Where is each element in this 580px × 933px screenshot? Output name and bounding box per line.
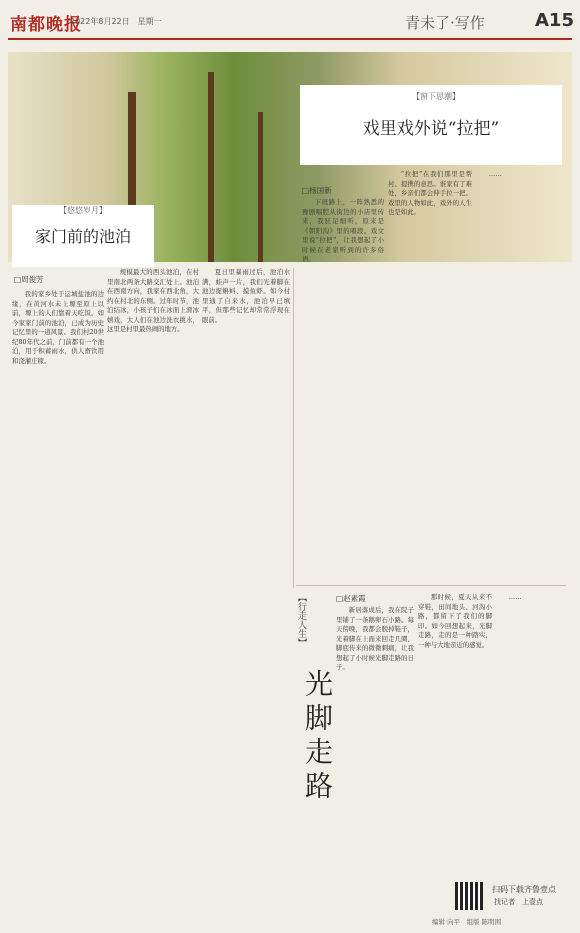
- article1-column-1: 我的家乡处于运城盐池的边缘，在黄河水未上塬至原上以前，塬上的人们靠着天吃饭。如今家家门前的池泊，已成为历史记忆里的一道风景。我们村20世纪80年代之前，门前都有一个池泊，用于积蓄雨水，供人畜饮用和浇灌庄稼。: [12, 290, 104, 365]
- article3-title: 光脚走路: [301, 669, 334, 805]
- article1-kicker: 【悠悠岁月】: [59, 206, 107, 215]
- divider: [293, 268, 294, 588]
- article2-author: □杨国新: [302, 186, 332, 195]
- article2-column-1: 下班路上，一阵熟悉的豫剧唱腔从街边的小店里传来，我驻足细听，原来是《朝阳沟》里的唱段。戏文里说“拉把”，让我想起了小时候在老家听到的许多俗语。: [302, 198, 384, 263]
- qr-subcaption: 找记者 上壹点: [494, 898, 543, 906]
- section-name: 青未了·写作: [405, 14, 485, 32]
- issue-date: 2022年8月22日 星期一: [70, 17, 162, 26]
- article1-column-3: 夏日里暴雨过后，池泊水满，蛙声一片，我们光着脚在池边捉蝌蚪、摸鱼虾。如今村里通了自来水，池泊早已填平，但那些记忆却常常浮现在眼前。: [202, 268, 290, 324]
- article2-title-box: [300, 85, 562, 165]
- article2-kicker: 【窗下思潮】: [412, 92, 460, 101]
- article3-author: □赵素霞: [336, 594, 366, 603]
- page-number: A15: [535, 10, 574, 31]
- article1-title-box: [12, 205, 154, 267]
- header-rule: [8, 38, 572, 40]
- editor-credit: 编辑 向平 组版 陈明围: [432, 918, 502, 926]
- article3-title-block: [293, 593, 334, 823]
- qr-code[interactable]: [455, 882, 483, 910]
- article2-column-2: “拉把”在我们那里是帮衬、提携的意思。谁家有了难处，乡亲们都会伸手拉一把。戏里的人物如此，戏外的人生也是如此。: [388, 170, 472, 216]
- article1-author: □周俊芳: [14, 275, 44, 284]
- article2-title: 戏里戏外说“拉把”: [362, 119, 500, 139]
- newspaper-logo: 南都晚报: [10, 15, 82, 35]
- article3-column-1: 新居落成后，我在院子里铺了一条鹅卵石小路。每天傍晚，我都会脱掉鞋子，光着脚在上面来回走几圈，脚底传来的微微刺痛，让我想起了小时候光脚走路的日子。: [336, 606, 414, 671]
- article3-column-2: 那时候，夏天从来不穿鞋，田间地头、河沟小路，都留下了我们的脚印。如今回想起来，光脚走路，走的是一种踏实，一种与大地亲近的感觉。: [418, 593, 492, 649]
- article3-kicker: 【行走人生】: [296, 593, 306, 647]
- masthead: [0, 0, 580, 40]
- qr-caption: 扫码下载齐鲁壹点: [492, 885, 556, 894]
- section-rule: [296, 585, 566, 586]
- article3-column-3: ……: [508, 593, 522, 601]
- article2-column-3: ……: [488, 170, 502, 178]
- article1-title: 家门前的池泊: [34, 227, 131, 246]
- article1-column-2: 规模最大的西头池泊，在村里南北两条大路交汇处上。池泊在西南方向，我家在西北角，大约在村北的东侧。过年时节，池泊结冰，小孩子们在冰面上滑冰嬉戏，大人们在池边洗衣挑水，这里是村里最热闹的地方。: [107, 268, 199, 333]
